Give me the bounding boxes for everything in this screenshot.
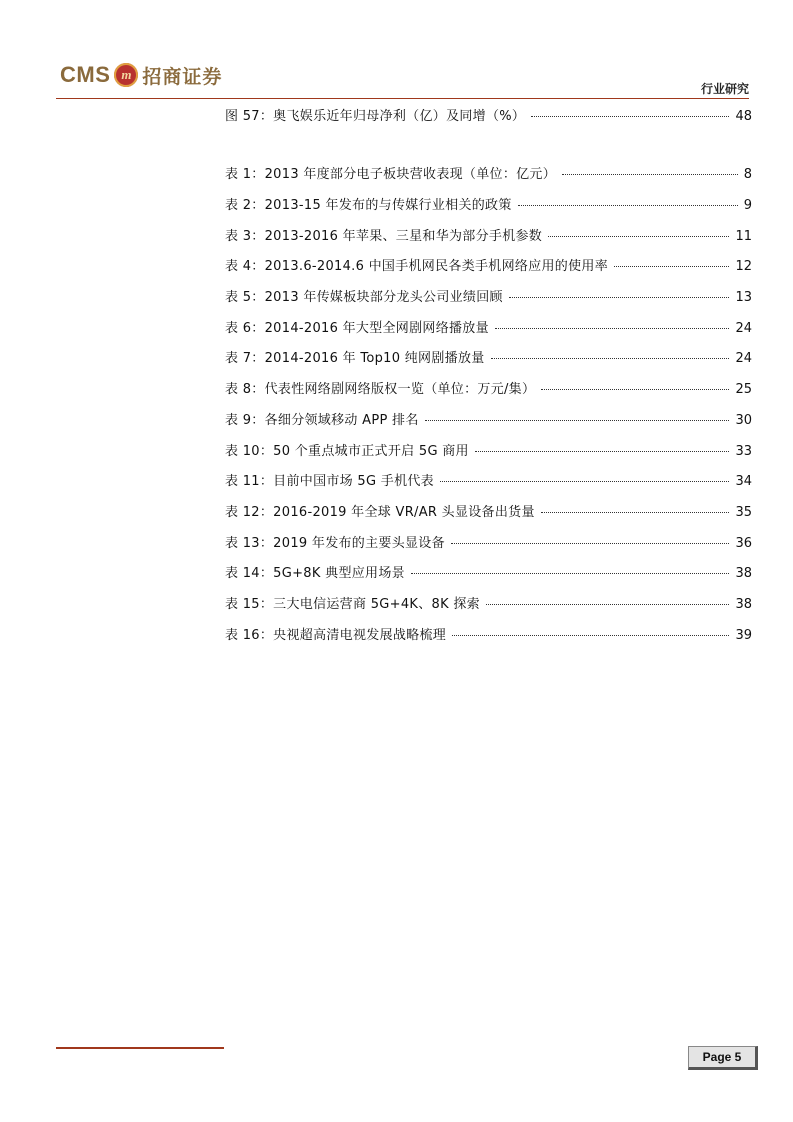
toc-entry-page: 36 (735, 536, 752, 551)
toc-entry-label: 表 16：央视超高清电视发展战略梳理 (225, 628, 447, 643)
toc-entry-page: 30 (735, 413, 752, 428)
toc-dot-leader (491, 358, 730, 359)
toc-entry-label: 表 3：2013-2016 年苹果、三星和华为部分手机参数 (225, 229, 543, 244)
toc-entry-page: 24 (735, 351, 752, 366)
toc-entry-table-12[interactable] (225, 504, 752, 522)
toc-dot-leader (614, 266, 729, 267)
toc-dot-leader (495, 328, 730, 329)
toc-entry-label: 表 7：2014-2016 年 Top10 纯网剧播放量 (225, 351, 485, 366)
toc-entry-label: 表 12：2016-2019 年全球 VR/AR 头显设备出货量 (225, 505, 535, 520)
toc-entry-label: 表 10：50 个重点城市正式开启 5G 商用 (225, 444, 469, 459)
toc-entry-page: 34 (735, 474, 752, 489)
toc-entry-page: 35 (735, 505, 752, 520)
page-number-box (688, 1046, 758, 1070)
logo-chinese-name: 招商证券 (142, 65, 223, 88)
toc-entry-page: 38 (735, 566, 752, 581)
toc-entry-table-8[interactable] (225, 381, 752, 399)
toc-entry-page: 12 (735, 259, 752, 274)
toc-dot-leader (548, 236, 729, 237)
toc-dot-leader (531, 116, 729, 117)
toc-entry-table-4[interactable] (225, 258, 752, 276)
toc-entry-label: 表 14：5G+8K 典型应用场景 (225, 566, 405, 581)
toc-entry-table-1[interactable] (225, 166, 752, 184)
toc-entry-label: 表 6：2014-2016 年大型全网剧网络播放量 (225, 321, 489, 336)
toc-entry-page: 11 (735, 229, 752, 244)
section-tag: 行业研究 (700, 82, 749, 96)
toc-entry-label: 图 57：奥飞娱乐近年归母净利（亿）及同增（%） (225, 109, 526, 124)
toc-dot-leader (509, 297, 730, 298)
toc-entry-figure-57[interactable] (225, 108, 752, 126)
logo-cms-text: CMS (60, 62, 111, 87)
toc-entry-label: 表 4：2013.6-2014.6 中国手机网民各类手机网络应用的使用率 (225, 259, 609, 274)
toc-entry-page: 38 (735, 597, 752, 612)
toc-dot-leader (541, 512, 730, 513)
toc-entry-label: 表 2：2013-15 年发布的与传媒行业相关的政策 (225, 198, 512, 213)
toc-entry-page: 33 (735, 444, 752, 459)
toc-entry-table-15[interactable] (225, 596, 752, 614)
page-label: Page (702, 1050, 732, 1064)
toc-entry-label: 表 8：代表性网络剧网络版权一览（单位：万元/集） (225, 382, 536, 397)
toc-entry-table-13[interactable] (225, 535, 752, 553)
company-logo (60, 60, 222, 90)
toc-entry-label: 表 5：2013 年传媒板块部分龙头公司业绩回顾 (225, 290, 503, 305)
toc-entry-table-14[interactable] (225, 565, 752, 583)
toc-entry-page: 13 (735, 290, 752, 305)
footer-divider (56, 1047, 224, 1049)
toc-entry-table-9[interactable] (225, 412, 752, 430)
toc-dot-leader (518, 205, 738, 206)
toc-entry-table-5[interactable] (225, 289, 752, 307)
toc-entry-label: 表 15：三大电信运营商 5G+4K、8K 探索 (225, 597, 480, 612)
toc-dot-leader (562, 174, 738, 175)
toc-entry-page: 39 (735, 628, 752, 643)
toc-dot-leader (411, 573, 730, 574)
toc-entry-page: 48 (735, 109, 752, 124)
toc-entry-label: 表 9：各细分领域移动 APP 排名 (225, 413, 419, 428)
toc-dot-leader (475, 451, 730, 452)
toc-entry-label: 表 1：2013 年度部分电子板块营收表现（单位：亿元） (225, 167, 557, 182)
toc-dot-leader (425, 420, 730, 421)
toc-entry-table-6[interactable] (225, 320, 752, 338)
toc-entry-table-3[interactable] (225, 228, 752, 246)
logo-emblem-icon: m (114, 63, 138, 87)
header-divider (56, 98, 749, 99)
toc-dot-leader (452, 635, 729, 636)
page-number: 5 (734, 1050, 742, 1064)
toc-entry-page: 9 (743, 198, 752, 213)
toc-entry-table-2[interactable] (225, 197, 752, 215)
toc-entry-table-16[interactable] (225, 627, 752, 645)
toc-entry-page: 24 (735, 321, 752, 336)
toc-dot-leader (451, 543, 730, 544)
toc-entry-page: 25 (735, 382, 752, 397)
toc-entry-page: 8 (743, 167, 752, 182)
toc-entry-table-10[interactable] (225, 443, 752, 461)
toc-dot-leader (486, 604, 729, 605)
toc-entry-label: 表 13：2019 年发布的主要头显设备 (225, 536, 445, 551)
toc-entry-table-7[interactable] (225, 350, 752, 368)
toc-entry-table-11[interactable] (225, 473, 752, 491)
toc-dot-leader (541, 389, 729, 390)
toc-entry-label: 表 11：目前中国市场 5G 手机代表 (225, 474, 434, 489)
toc-dot-leader (440, 481, 729, 482)
